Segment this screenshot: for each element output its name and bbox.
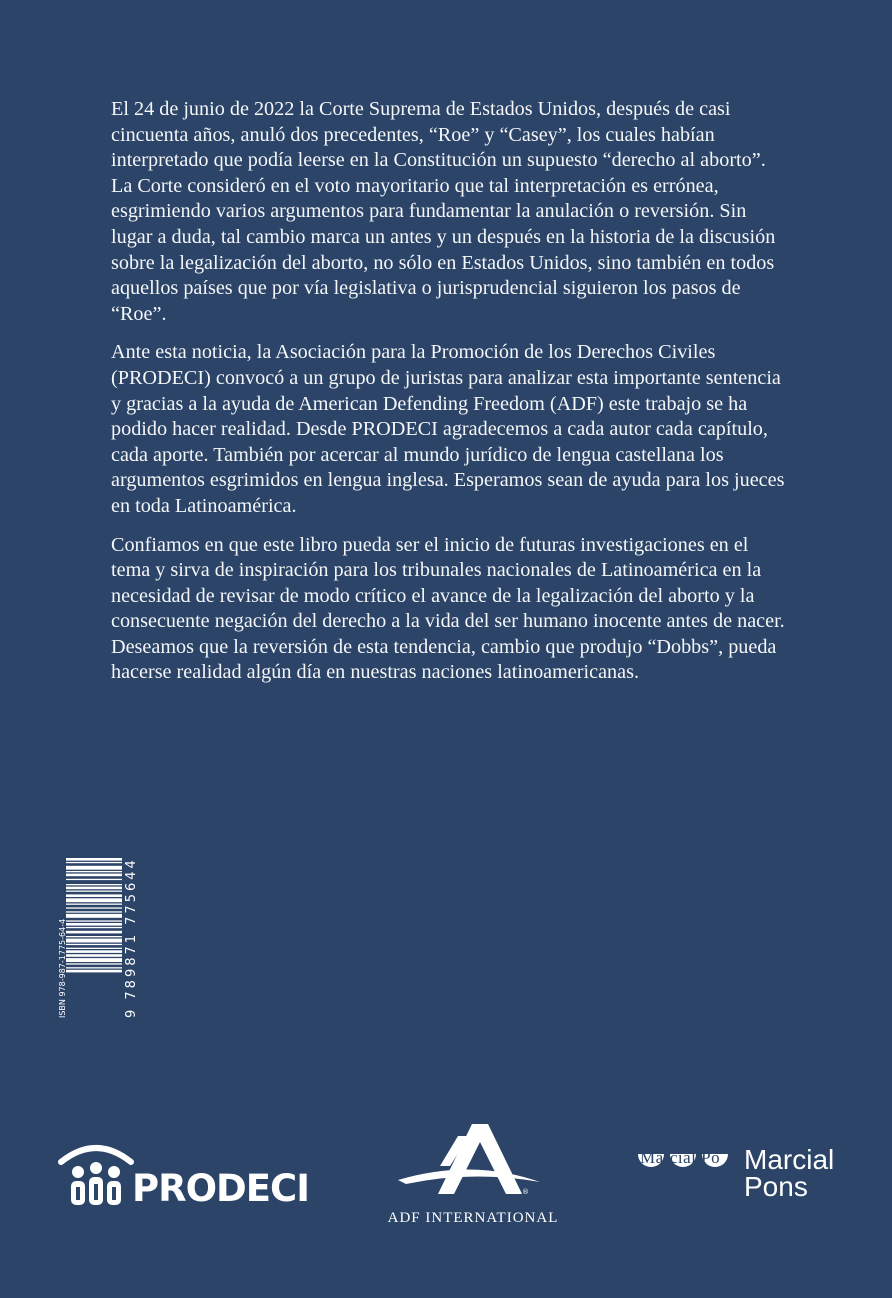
adf-a-icon <box>372 1122 572 1210</box>
barcode-bar <box>66 891 122 892</box>
barcode-bar <box>66 927 122 928</box>
barcode-bar <box>66 879 122 880</box>
pons-line: Pons <box>744 1171 808 1202</box>
barcode-bar <box>66 907 122 908</box>
barcode-bar <box>66 963 122 964</box>
prodeci-logo <box>58 1140 308 1210</box>
barcode-bar <box>66 858 122 861</box>
barcode-bar <box>66 866 122 870</box>
barcode-bar <box>66 950 122 953</box>
paragraph-2: Ante esta noticia, la Asociación para la Promoción de los Derechos Civiles (PRODECI) convocó a un grupo de juristas para analizar esta importante sentencia y gracias a la ayuda de American Defending Freedom (ADF) este trabajo se ha podido hacer realidad. Desde PRODECI agradecemos a cada autor cada capítulo, cada aporte. También por acercar al mundo jurídico de lengua castellana los argumentos esgrimidos en lengua inglesa. Esperamos sean de ayuda para los jueces en toda Latinoamérica. <box>111 341 785 517</box>
barcode-bar <box>66 914 122 918</box>
barcode-digits: 9 789871 775644 <box>124 857 139 1018</box>
marcial-pons-logo <box>636 1144 846 1214</box>
marcial-pons-wordmark <box>744 1146 834 1200</box>
registered-mark: ® <box>522 1188 529 1196</box>
paragraph-1: El 24 de junio de 2022 la Corte Suprema de Estados Unidos, después de casi cincuenta años, anuló dos precedentes, “Roe” y “Casey”, los cuales habían interpretado que podía leerse en la Constitución un supuesto “derecho al aborto”. La Corte consideró en el voto mayoritario que tal interpretación es errónea, esgrimiendo varios argumentos para fundamentar la anulación o reversión. Sin lugar a duda, tal cambio marca un antes y un después en la historia de la discusión sobre la legalización del aborto, no sólo en Estados Unidos, sino también en todos aquellos países que por vía legislativa o jurisprudencial siguieron los pasos de “Roe”. <box>111 98 776 325</box>
barcode-bar <box>66 871 122 872</box>
barcode-bar <box>66 954 122 957</box>
paragraph-3: Confiamos en que este libro pueda ser el inicio de futuras investigaciones en el tema y sirva de inspiración para los tribunales nacionales de Latinoamérica en la necesidad de revisar de modo crítico el avance de la legalización del aborto y la consecuente negación del derecho a la vida del ser humano inocente antes de nacer. Deseamos que la reversión de esta tendencia, cambio que produjo “Dobbs”, pueda hacerse realidad algún día en nuestras naciones latinoamericanas. <box>111 533 785 684</box>
prodeci-emblem-icon <box>58 1140 138 1210</box>
barcode-bar <box>66 970 122 973</box>
barcode-bar <box>66 944 122 945</box>
barcode-bar <box>66 923 122 926</box>
barcode-bar <box>66 894 122 897</box>
barcode-bar <box>66 939 122 943</box>
barcode-bar <box>66 931 122 934</box>
barcode-bar <box>66 936 122 937</box>
barcode-bar <box>66 948 122 949</box>
barcode-bar <box>66 920 122 921</box>
marcial-overlay-text: Marcial Po <box>640 1148 721 1167</box>
marcial-line: Marcial <box>744 1144 835 1175</box>
isbn-label: ISBN 978-987-1775-64-4 <box>58 918 67 1018</box>
adf-international-logo <box>372 1122 572 1232</box>
back-cover-text <box>111 97 791 699</box>
barcode-bar <box>66 887 122 890</box>
barcode-bar <box>66 874 122 877</box>
barcode-bar <box>66 898 122 902</box>
barcode-bar <box>66 967 122 968</box>
prodeci-wordmark: PRODECI <box>132 1167 309 1210</box>
barcode-bar <box>66 884 122 885</box>
barcode-bar <box>66 904 122 905</box>
barcode-bar <box>66 958 122 962</box>
adf-wordmark: ADF INTERNATIONAL <box>387 1210 559 1226</box>
barcode-bar <box>66 911 122 912</box>
barcode-bar <box>66 862 122 863</box>
